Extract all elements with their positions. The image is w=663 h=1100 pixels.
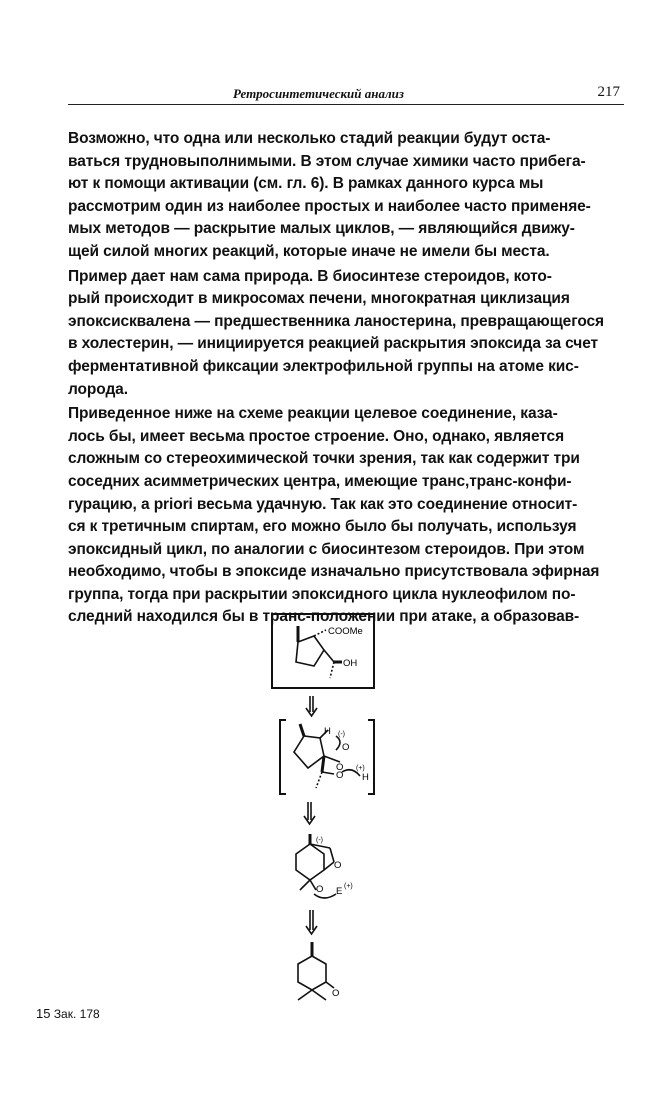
- reaction-scheme: [250, 612, 400, 1012]
- line: ваться трудновыполнимыми. В этом случае химики часто прибега-: [68, 152, 586, 170]
- line: эпоксидный цикл, по аналогии с биосинтезом стероидов. При этом: [68, 540, 585, 558]
- line: сложным со стереохимической точки зрения, так как содержит три: [68, 450, 580, 468]
- line: группа, тогда при раскрытии эпоксидного цикла нуклеофилом по-: [68, 585, 576, 603]
- line: эпоксисквалена — предшественника ланостерина, превращающегося: [68, 312, 604, 330]
- line: рассмотрим один из наиболее простых и наиболее часто применяе-: [68, 197, 591, 215]
- line: Приведенное ниже на схеме реакции целевое соединение, каза-: [68, 405, 558, 423]
- line: рый происходит в микросомах печени, многократная циклизация: [68, 290, 570, 308]
- body-text: [68, 128, 624, 631]
- line: соседних асимметрических центра, имеющие транс,транс-конфи-: [68, 472, 572, 490]
- line: Возможно, что одна или несколько стадий реакции будут оста-: [68, 130, 551, 147]
- paragraph-2: [68, 266, 624, 402]
- label-minus-3: (-): [316, 837, 323, 844]
- running-title: Ретросинтетический анализ: [233, 86, 404, 101]
- line: в холестерин, — инициируется реакцией раскрытия эпоксида за счет: [68, 335, 599, 353]
- label-o-4: O: [332, 988, 340, 999]
- bracket-right: [368, 720, 374, 794]
- line: ферментативной фиксации электрофильной группы на атоме кис-: [68, 357, 579, 375]
- line: лорода.: [68, 380, 128, 398]
- line: ся к третичным спиртам, его можно было бы получать, используя: [68, 518, 577, 536]
- line: лось бы, имеет весьма простое строение. Оно, однако, является: [68, 427, 565, 445]
- label-o2-3: O: [316, 884, 324, 895]
- line: ют к помощи активации (см. гл. 6). В рамках данного курса мы: [68, 175, 544, 193]
- running-header: [68, 84, 624, 105]
- label-o1-3: O: [334, 860, 342, 871]
- label-eplus: (+): [344, 883, 353, 890]
- paragraph-3: [68, 403, 624, 629]
- line: следний находился бы в транс-положении при атаке, а образовав-: [68, 608, 580, 626]
- label-cooMe: COOMe: [328, 626, 363, 637]
- ring-4: [298, 956, 326, 990]
- label-oh-2: O: [336, 770, 344, 781]
- label-h-2: H: [362, 772, 369, 783]
- page-footer: [36, 1006, 100, 1021]
- label-oh: OH: [343, 658, 358, 669]
- line: необходимо, чтобы в эпоксиде изначально присутствовала эфирная: [68, 563, 600, 581]
- line: гурацию, a priori весьма удачную. Так как это соединение относит-: [68, 495, 578, 513]
- label-h: H: [324, 726, 331, 737]
- ring-2: [294, 736, 324, 768]
- paragraph-1: [68, 128, 624, 264]
- label-e: E: [336, 886, 343, 897]
- ring-3: [296, 844, 324, 880]
- line: щей силой многих реакций, которые иначе не имели бы места.: [68, 242, 550, 260]
- order-info: Зак. 178: [53, 1007, 100, 1021]
- label-plus-2: (+): [356, 765, 365, 772]
- label-minus-2: (-): [338, 731, 345, 738]
- label-o1-2: O: [342, 742, 350, 753]
- page-number: 217: [597, 84, 620, 100]
- ring-1: [296, 636, 324, 666]
- line: Пример дает нам сама природа. В биосинтезе стероидов, кото-: [68, 267, 552, 285]
- signature-number: 15: [36, 1006, 51, 1021]
- line: мых методов — раскрытие малых циклов, — являющийся движу-: [68, 220, 575, 238]
- bracket-left: [280, 720, 286, 794]
- label-o2-2: O: [336, 762, 344, 773]
